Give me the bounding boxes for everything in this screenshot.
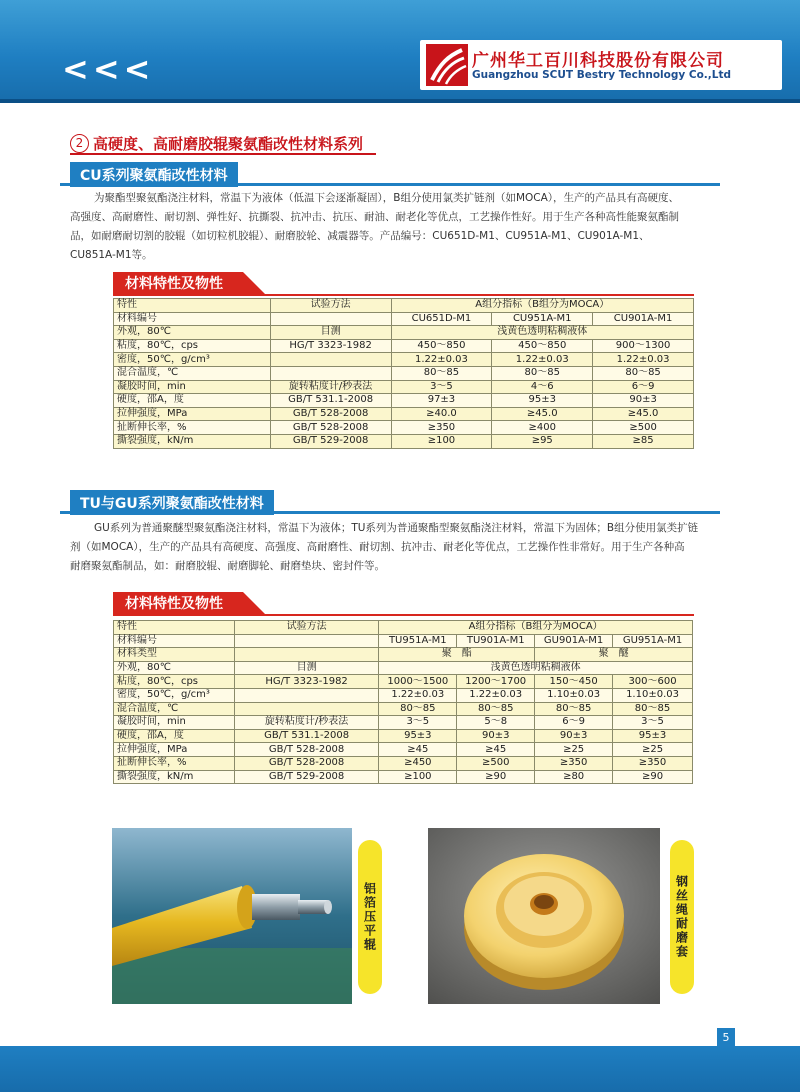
table-cell: ≥45 bbox=[379, 743, 457, 757]
table-cell: GB/T 531.1-2008 bbox=[234, 729, 379, 743]
table-cell: 1.22±0.03 bbox=[492, 353, 593, 367]
table-cell: ≥40.0 bbox=[391, 407, 492, 421]
cu-table-tab-line bbox=[113, 294, 694, 296]
table-cell: A组分指标（B组分为MOCA） bbox=[379, 621, 693, 635]
tugu-series-label: TU与GU系列聚氨酯改性材料 bbox=[70, 490, 274, 515]
table-cell: 混合温度，℃ bbox=[114, 366, 271, 380]
table-row bbox=[114, 326, 694, 340]
table-row bbox=[114, 434, 694, 448]
cu-desc-line: CU851A-M1等。 bbox=[70, 249, 153, 261]
table-cell: GB/T 528-2008 bbox=[234, 743, 379, 757]
table-cell: 1.22±0.03 bbox=[391, 353, 492, 367]
section-heading bbox=[70, 132, 363, 154]
table-cell: ≥350 bbox=[391, 421, 492, 435]
table-cell: 硬度，邵A，度 bbox=[114, 729, 235, 743]
roller-photo bbox=[112, 828, 352, 1004]
company-logo-block bbox=[420, 40, 782, 90]
right-photo-caption-text: 钢丝绳耐磨套 bbox=[674, 875, 689, 959]
tugu-desc-line: 耐磨聚氨酯制品，如：耐磨胶辊、耐磨脚轮、耐磨垫块、密封件等。 bbox=[70, 560, 385, 572]
table-cell: ≥80 bbox=[535, 770, 613, 784]
table-row bbox=[114, 756, 693, 770]
left-photo-caption-text: 铝箔压平辊 bbox=[362, 882, 377, 952]
table-cell: 外观，80℃ bbox=[114, 661, 235, 675]
tugu-desc-line: GU系列为普通聚醚型聚氨酯浇注材料，常温下为液体；TU系列为普通聚酯型聚氨酯浇注材料，常温下为固体；B组分使用氯类扩链 bbox=[94, 522, 699, 534]
table-cell: GB/T 528-2008 bbox=[270, 407, 391, 421]
table-row bbox=[114, 743, 693, 757]
table-cell: 4～6 bbox=[492, 380, 593, 394]
table-cell: 目测 bbox=[270, 326, 391, 340]
table-cell: 1000～1500 bbox=[379, 675, 457, 689]
table-cell: 1.10±0.03 bbox=[535, 688, 613, 702]
table-cell: 80～85 bbox=[379, 702, 457, 716]
table-cell: 900～1300 bbox=[593, 339, 694, 353]
table-cell: 试验方法 bbox=[234, 621, 379, 635]
table-cell bbox=[270, 366, 391, 380]
table-cell: ≥90 bbox=[613, 770, 693, 784]
table-cell: 材料编号 bbox=[114, 312, 271, 326]
left-photo-caption bbox=[358, 840, 382, 994]
section-number-badge: 2 bbox=[70, 134, 89, 153]
company-name-en: Guangzhou SCUT Bestry Technology Co.,Ltd bbox=[472, 69, 732, 81]
table-cell: HG/T 3323-1982 bbox=[234, 675, 379, 689]
table-cell: 外观，80℃ bbox=[114, 326, 271, 340]
table-cell: ≥500 bbox=[457, 756, 535, 770]
table-cell: 浅黄色透明粘稠液体 bbox=[391, 326, 693, 340]
tugu-properties-table bbox=[113, 620, 693, 784]
table-cell: 拉伸强度，MPa bbox=[114, 407, 271, 421]
table-cell: 撕裂强度，kN/m bbox=[114, 770, 235, 784]
wire-rope-sleeve-image bbox=[428, 828, 660, 1004]
table-cell: 1.22±0.03 bbox=[593, 353, 694, 367]
table-cell: ≥95 bbox=[492, 434, 593, 448]
table-cell: 80～85 bbox=[535, 702, 613, 716]
table-cell: GB/T 529-2008 bbox=[270, 434, 391, 448]
cu-desc-line: 高强度、高耐磨性、耐切割、弹性好、抗撕裂、抗冲击、抗压、耐油、耐老化等优点，工艺操作性好。用于生产各种高性能聚氨酯制 bbox=[70, 211, 679, 223]
table-cell: ≥90 bbox=[457, 770, 535, 784]
cu-description bbox=[70, 189, 725, 265]
table-row bbox=[114, 648, 693, 662]
table-cell: ≥25 bbox=[613, 743, 693, 757]
table-cell: 混合温度，℃ bbox=[114, 702, 235, 716]
table-cell bbox=[234, 634, 379, 648]
table-row bbox=[114, 729, 693, 743]
table-cell: 特性 bbox=[114, 299, 271, 313]
table-cell: 90±3 bbox=[593, 394, 694, 408]
company-logo-icon bbox=[426, 44, 468, 86]
table-cell: 5～8 bbox=[457, 716, 535, 730]
table-cell: GB/T 531.1-2008 bbox=[270, 394, 391, 408]
table-row bbox=[114, 621, 693, 635]
table-cell: ≥450 bbox=[379, 756, 457, 770]
table-cell: 1.22±0.03 bbox=[457, 688, 535, 702]
table-cell: CU951A-M1 bbox=[492, 312, 593, 326]
table-cell: 90±3 bbox=[457, 729, 535, 743]
table-cell: 95±3 bbox=[613, 729, 693, 743]
table-cell: ≥25 bbox=[535, 743, 613, 757]
table-row bbox=[114, 688, 693, 702]
tugu-table-tab-line bbox=[113, 614, 694, 616]
table-row bbox=[114, 702, 693, 716]
table-cell: 凝胶时间，min bbox=[114, 380, 271, 394]
table-cell: CU651D-M1 bbox=[391, 312, 492, 326]
table-row bbox=[114, 407, 694, 421]
tugu-table-tab: 材料特性及物性 bbox=[113, 592, 243, 614]
table-cell: 1.10±0.03 bbox=[613, 688, 693, 702]
table-cell: 凝胶时间，min bbox=[114, 716, 235, 730]
table-cell: 450～850 bbox=[391, 339, 492, 353]
table-cell: 密度，50℃，g/cm³ bbox=[114, 688, 235, 702]
back-chevrons-icon: <<< bbox=[62, 50, 155, 88]
table-cell: 80～85 bbox=[593, 366, 694, 380]
table-cell: 150～450 bbox=[535, 675, 613, 689]
table-cell: 材料类型 bbox=[114, 648, 235, 662]
table-row bbox=[114, 366, 694, 380]
table-cell bbox=[270, 353, 391, 367]
table-row bbox=[114, 716, 693, 730]
table-cell: 旋转粘度计/秒表法 bbox=[270, 380, 391, 394]
page-header bbox=[0, 0, 800, 103]
table-cell: 80～85 bbox=[391, 366, 492, 380]
table-cell: TU951A-M1 bbox=[379, 634, 457, 648]
aluminum-foil-roller-image bbox=[112, 828, 352, 1004]
cu-desc-line: 为聚酯型聚氨酯浇注材料，常温下为液体（低温下会逐渐凝固），B组分使用氯类扩链剂（如MOCA），生产的产品具有高硬度、 bbox=[94, 192, 680, 204]
table-cell: GB/T 529-2008 bbox=[234, 770, 379, 784]
table-row bbox=[114, 380, 694, 394]
table-cell: 撕裂强度，kN/m bbox=[114, 434, 271, 448]
table-row bbox=[114, 421, 694, 435]
tugu-desc-line: 剂（如MOCA），生产的产品具有高硬度、高强度、高耐磨性、耐切割、抗冲击、耐老化等优点，工艺操作性非常好。用于生产各种高 bbox=[70, 541, 685, 553]
page-number: 5 bbox=[717, 1028, 735, 1046]
table-cell: 300～600 bbox=[613, 675, 693, 689]
table-cell: 3～5 bbox=[613, 716, 693, 730]
table-cell: A组分指标（B组分为MOCA） bbox=[391, 299, 693, 313]
table-cell: ≥45.0 bbox=[492, 407, 593, 421]
header-divider bbox=[0, 99, 800, 103]
table-cell: ≥100 bbox=[391, 434, 492, 448]
table-row bbox=[114, 770, 693, 784]
table-cell: 95±3 bbox=[379, 729, 457, 743]
table-cell: GB/T 528-2008 bbox=[234, 756, 379, 770]
table-cell: 目测 bbox=[234, 661, 379, 675]
table-row bbox=[114, 312, 694, 326]
table-cell: 旋转粘度计/秒表法 bbox=[234, 716, 379, 730]
table-cell: 材料编号 bbox=[114, 634, 235, 648]
table-cell: 3～5 bbox=[391, 380, 492, 394]
table-cell: 扯断伸长率，% bbox=[114, 421, 271, 435]
table-cell: 浅黄色透明粘稠液体 bbox=[379, 661, 693, 675]
table-cell: TU901A-M1 bbox=[457, 634, 535, 648]
section-underline bbox=[70, 153, 376, 155]
table-cell: 6～9 bbox=[593, 380, 694, 394]
table-cell: ≥400 bbox=[492, 421, 593, 435]
tugu-description bbox=[70, 519, 725, 576]
table-cell: ≥350 bbox=[535, 756, 613, 770]
table-cell: 1200～1700 bbox=[457, 675, 535, 689]
table-row bbox=[114, 394, 694, 408]
table-cell: HG/T 3323-1982 bbox=[270, 339, 391, 353]
table-row bbox=[114, 353, 694, 367]
page-footer bbox=[0, 1046, 800, 1092]
company-name-cn: 广州华工百川科技股份有限公司 bbox=[472, 51, 724, 71]
cu-properties-table bbox=[113, 298, 694, 449]
table-cell: ≥500 bbox=[593, 421, 694, 435]
table-cell bbox=[270, 312, 391, 326]
table-cell: 特性 bbox=[114, 621, 235, 635]
table-cell: ≥45.0 bbox=[593, 407, 694, 421]
table-row bbox=[114, 661, 693, 675]
table-cell bbox=[234, 648, 379, 662]
table-cell: 密度，50℃，g/cm³ bbox=[114, 353, 271, 367]
table-cell: 95±3 bbox=[492, 394, 593, 408]
table-cell: 80～85 bbox=[613, 702, 693, 716]
table-cell: 450～850 bbox=[492, 339, 593, 353]
table-cell: 拉伸强度，MPa bbox=[114, 743, 235, 757]
table-row bbox=[114, 339, 694, 353]
table-cell: 聚 醚 bbox=[535, 648, 693, 662]
table-cell: 97±3 bbox=[391, 394, 492, 408]
table-cell: 1.22±0.03 bbox=[379, 688, 457, 702]
table-cell: GU901A-M1 bbox=[535, 634, 613, 648]
table-cell: 硬度，邵A，度 bbox=[114, 394, 271, 408]
table-cell: 90±3 bbox=[535, 729, 613, 743]
table-cell: 扯断伸长率，% bbox=[114, 756, 235, 770]
table-cell: 试验方法 bbox=[270, 299, 391, 313]
table-cell bbox=[234, 702, 379, 716]
table-cell: GU951A-M1 bbox=[613, 634, 693, 648]
table-row bbox=[114, 299, 694, 313]
table-row bbox=[114, 675, 693, 689]
sleeve-photo bbox=[428, 828, 660, 1004]
right-photo-caption bbox=[670, 840, 694, 994]
section-title: 高硬度、高耐磨胶辊聚氨酯改性材料系列 bbox=[93, 134, 364, 153]
cu-table-tab: 材料特性及物性 bbox=[113, 272, 243, 294]
table-cell: CU901A-M1 bbox=[593, 312, 694, 326]
table-cell: 3～5 bbox=[379, 716, 457, 730]
table-row bbox=[114, 634, 693, 648]
table-cell bbox=[234, 688, 379, 702]
table-cell: ≥85 bbox=[593, 434, 694, 448]
cu-desc-line: 品，如耐磨耐切割的胶辊（如切粒机胶辊）、耐磨胶轮、减震器等。产品编号：CU651D-M1、CU951A-M1、CU901A-M1、 bbox=[70, 230, 650, 242]
table-cell: 6～9 bbox=[535, 716, 613, 730]
table-cell: 粘度，80℃，cps bbox=[114, 675, 235, 689]
table-cell: GB/T 528-2008 bbox=[270, 421, 391, 435]
table-cell: 80～85 bbox=[492, 366, 593, 380]
table-cell: ≥350 bbox=[613, 756, 693, 770]
table-cell: ≥100 bbox=[379, 770, 457, 784]
table-cell: 聚 酯 bbox=[379, 648, 535, 662]
cu-series-label: CU系列聚氨酯改性材料 bbox=[70, 162, 238, 187]
table-cell: 80～85 bbox=[457, 702, 535, 716]
table-cell: 粘度，80℃，cps bbox=[114, 339, 271, 353]
table-cell: ≥45 bbox=[457, 743, 535, 757]
